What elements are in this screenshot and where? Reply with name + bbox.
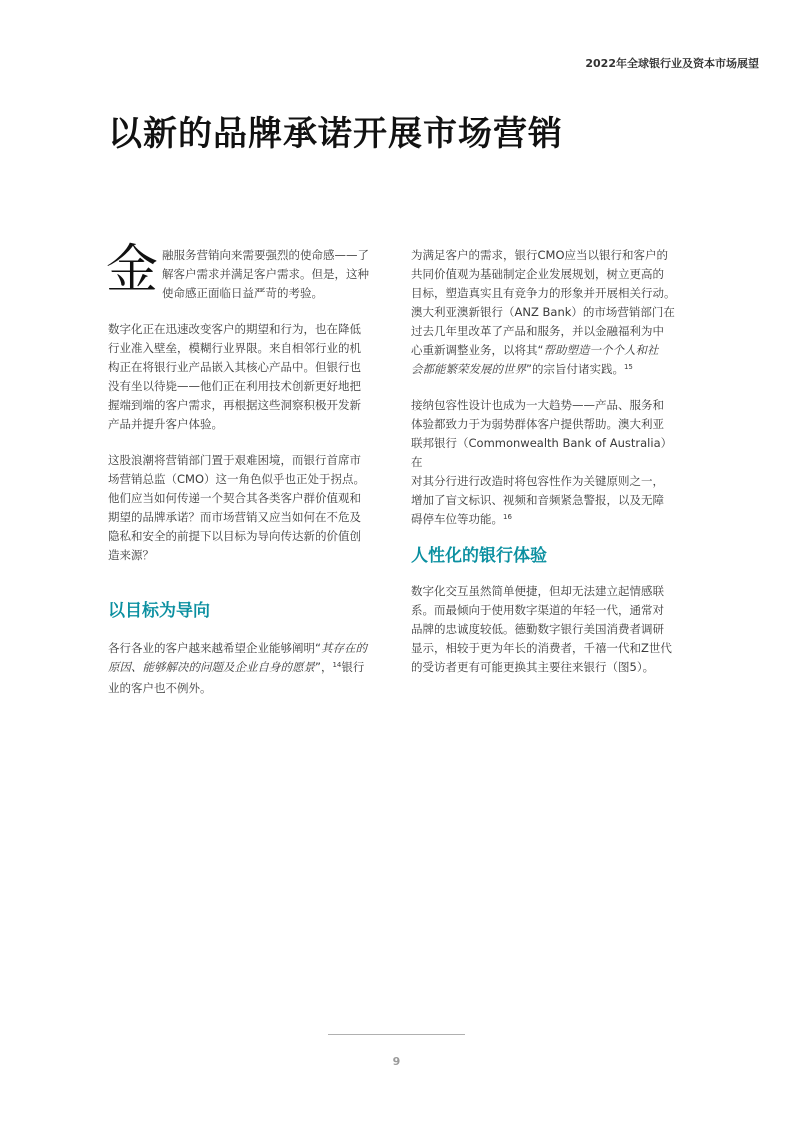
- text-line: 解客户需求并满足客户需求。但是，这种: [162, 267, 369, 281]
- page-number: 9: [392, 1055, 401, 1068]
- text-line: 会都能繁荣发展的世界”的宗旨付诸实践。$^{15}$: [411, 362, 633, 376]
- text-line: 场营销总监（CMO）这一角色似乎也正处于拐点。: [108, 472, 366, 486]
- paragraph-inclusive-design: [411, 396, 681, 531]
- text-line: 隐私和安全的前提下以目标为导向传达新的价值创: [108, 529, 361, 543]
- text-line: 握端到端的客户需求，再根据这些洞察积极开发新: [108, 398, 361, 412]
- text-line: 使命感正面临日益严苛的考验。: [162, 286, 323, 300]
- text-line: 碍停车位等功能。$^{16}$: [411, 512, 512, 526]
- text-line: 数字化正在迅速改变客户的期望和行为，也在降低: [108, 322, 361, 336]
- paragraph-purpose: [108, 639, 378, 698]
- paragraph-digital-interaction: [411, 582, 681, 677]
- text-line: 期望的品牌承诺？而市场营销又应当如何在不危及: [108, 510, 361, 524]
- text-line: 造来源？: [108, 548, 154, 562]
- intro-paragraph: [162, 246, 382, 303]
- footnote-ref: 15: [623, 363, 633, 371]
- text-line: 没有坐以待毙——他们正在利用技术创新更好地把: [108, 379, 361, 393]
- text-line: 行业准入壁垒，模糊行业界限。来自相邻行业的机: [108, 341, 361, 355]
- page-title: 以新的品牌承诺开展市场营销: [108, 114, 563, 154]
- text-line: 各行各业的客户越来越希望企业能够阐明“其存在的: [108, 641, 367, 655]
- text-line: 心重新调整业务，以将其“帮助塑造一个个人和社: [411, 343, 659, 357]
- footnote-ref: 14: [332, 661, 342, 669]
- text-line: 对其分行进行改造时将包容性作为关键原则之一，: [411, 474, 664, 488]
- text-line: 这股浪潮将营销部门置于艰难困境，而银行首席市: [108, 453, 361, 467]
- text-line: 数字化交互虽然简单便捷，但却无法建立起情感联: [411, 584, 664, 598]
- drop-cap: 金: [106, 240, 159, 300]
- running-header: 2022年全球银行业及资本市场展望: [585, 57, 759, 70]
- text-line: 原因、能够解决的问题及企业自身的愿景”，$^{14}$银行: [108, 660, 365, 674]
- text-line: 显示，相较于更为年长的消费者，千禧一代和Z世代: [411, 641, 672, 655]
- text-line: 联邦银行（Commonwealth Bank of Australia）在: [411, 436, 673, 469]
- text-line: 接纳包容性设计也成为一大趋势——产品、服务和: [411, 398, 664, 412]
- text-line: 构正在将银行业产品嵌入其核心产品中。但银行也: [108, 360, 361, 374]
- text-line: 融服务营销向来需要强烈的使命感——了: [162, 248, 369, 262]
- text-line: 澳大利亚澳新银行（ANZ Bank）的市场营销部门在: [411, 305, 675, 319]
- text-line: 为满足客户的需求，银行CMO应当以银行和客户的: [411, 248, 669, 262]
- text-line: 他们应当如何传递一个契合其各类客户群价值观和: [108, 491, 361, 505]
- text-line: 产品并提升客户体验。: [108, 417, 223, 431]
- paragraph-cmo-challenge: [108, 451, 378, 565]
- text-line: 共同价值观为基础制定企业发展规划，树立更高的: [411, 267, 664, 281]
- text-line: 业的客户也不例外。: [108, 681, 212, 695]
- paragraph-digitalization: [108, 320, 378, 434]
- text-line: 的受访者更有可能更换其主要往来银行（图5）。: [411, 660, 655, 674]
- footnote-ref: 16: [503, 513, 512, 521]
- section-heading-purpose: 以目标为导向: [108, 601, 210, 621]
- paragraph-anz: [411, 246, 681, 381]
- text-line: 体验都致力于为弱势群体客户提供帮助。澳大利亚: [411, 417, 664, 431]
- text-line: 增加了盲文标识、视频和音频紧急警报，以及无障: [411, 493, 664, 507]
- text-line: 品牌的忠诚度较低。德勤数字银行美国消费者调研: [411, 622, 664, 636]
- footer-divider: [328, 1034, 465, 1035]
- text-line: 目标，塑造真实且有竞争力的形象并开展相关行动。: [411, 286, 676, 300]
- section-heading-human-banking: 人性化的银行体验: [411, 546, 547, 566]
- text-line: 过去几年里改革了产品和服务，并以金融福利为中: [411, 324, 664, 338]
- text-line: 系。而最倾向于使用数字渠道的年轻一代，通常对: [411, 603, 664, 617]
